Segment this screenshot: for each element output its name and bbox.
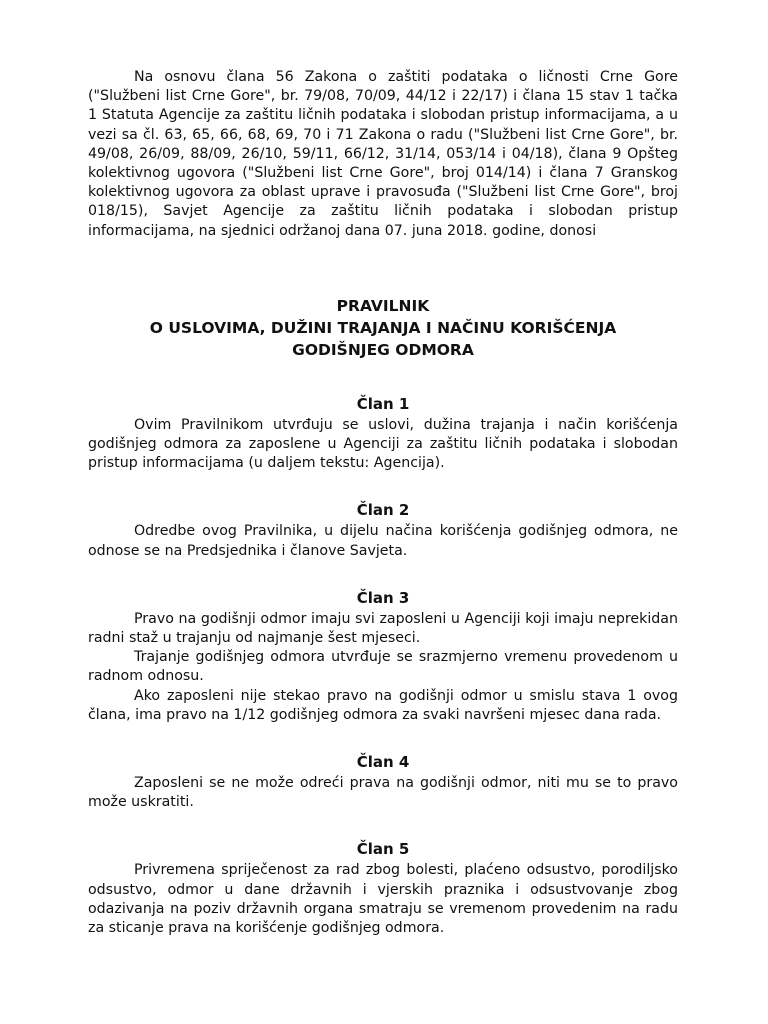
- article-heading: Član 3: [356, 588, 410, 607]
- article-heading: Član 4: [356, 753, 410, 772]
- article-paragraph: Trajanje godišnjeg odmora utvrđuje se srazmjerno vremenu provedenom u radnom odnosu.: [88, 649, 678, 685]
- article-paragraph: Privremena spriječenost za rad zbog bolesti, plaćeno odsustvo, porodiljsko odsustvo, odmor u dane državnih i vjerskih praznika i odsustvovanje zbog odazivanja na poziv državnih organa smatraju se vremenom provedenim na radu za sticanje prava na korišćenje godišnjeg odmora.: [88, 862, 678, 937]
- article-paragraph: Ovim Pravilnikom utvrđuju se uslovi, dužina trajanja i način korišćenja godišnjeg odmora za zaposlene u Agenciji za zaštitu ličnih podataka i slobodan pristup informacijama (u daljem tekstu: Agencija).: [88, 416, 678, 472]
- article-paragraph: Odredbe ovog Pravilnika, u dijelu načina korišćenja godišnjeg odmora, ne odnose se na Predsjednika i članove Savjeta.: [88, 523, 678, 559]
- article-heading: Član 2: [356, 501, 410, 520]
- article-1: [88, 395, 678, 474]
- article-3: [88, 589, 678, 725]
- title-line-3: GODIŠNJEG ODMORA: [292, 340, 474, 359]
- preamble-paragraph: Na osnovu člana 56 Zakona o zaštiti podataka o ličnosti Crne Gore ("Službeni list Crne Gore", br. 79/08, 70/09, 44/12 i 22/17) i člana 15 stav 1 tačka 1 Statuta Agencije za zaštitu ličnih podataka i slobodan pristup informacijama, a u vezi sa čl. 63, 65, 66, 68, 69, 70 i 71 Zakona o radu ("Službeni list Crne Gore", br. 49/08, 26/09, 88/09, 26/10, 59/11, 66/12, 31/14, 053/14 i 04/18), člana 9 Opšteg kolektivnog ugovora ("Službeni list Crne Gore", broj 014/14) i člana 7 Granskog kolektivnog ugovora za oblast uprave i pravosuđa ("Službeni list Crne Gore", broj 018/15), Savjet Agencije za zaštitu ličnih podataka i slobodan pristup informacijama, na sjednici održanoj dana 07. juna 2018. godine, donosi: [88, 69, 678, 239]
- article-paragraph: Ako zaposleni nije stekao pravo na godišnji odmor u smislu stava 1 ovog člana, ima pravo na 1/12 godišnjeg odmora za svaki navršeni mjesec dana rada.: [88, 687, 678, 723]
- article-paragraph: Zaposleni se ne može odreći prava na godišnji odmor, niti mu se to pravo može uskratiti.: [88, 775, 678, 811]
- article-heading: Član 5: [356, 840, 410, 859]
- article-2: [88, 501, 678, 560]
- article-4: [88, 753, 678, 812]
- article-paragraph: Pravo na godišnji odmor imaju svi zaposleni u Agenciji koji imaju neprekidan radni staž u trajanju od najmanje šest mjeseci.: [88, 610, 678, 647]
- title-line-2: O USLOVIMA, DUŽINI TRAJANJA I NAČINU KORIŠĆENJA: [149, 318, 617, 337]
- title-line-1: PRAVILNIK: [336, 296, 430, 315]
- article-5: [88, 840, 678, 938]
- document-page: [88, 68, 678, 938]
- document-title: [88, 295, 678, 361]
- article-heading: Član 1: [356, 394, 410, 413]
